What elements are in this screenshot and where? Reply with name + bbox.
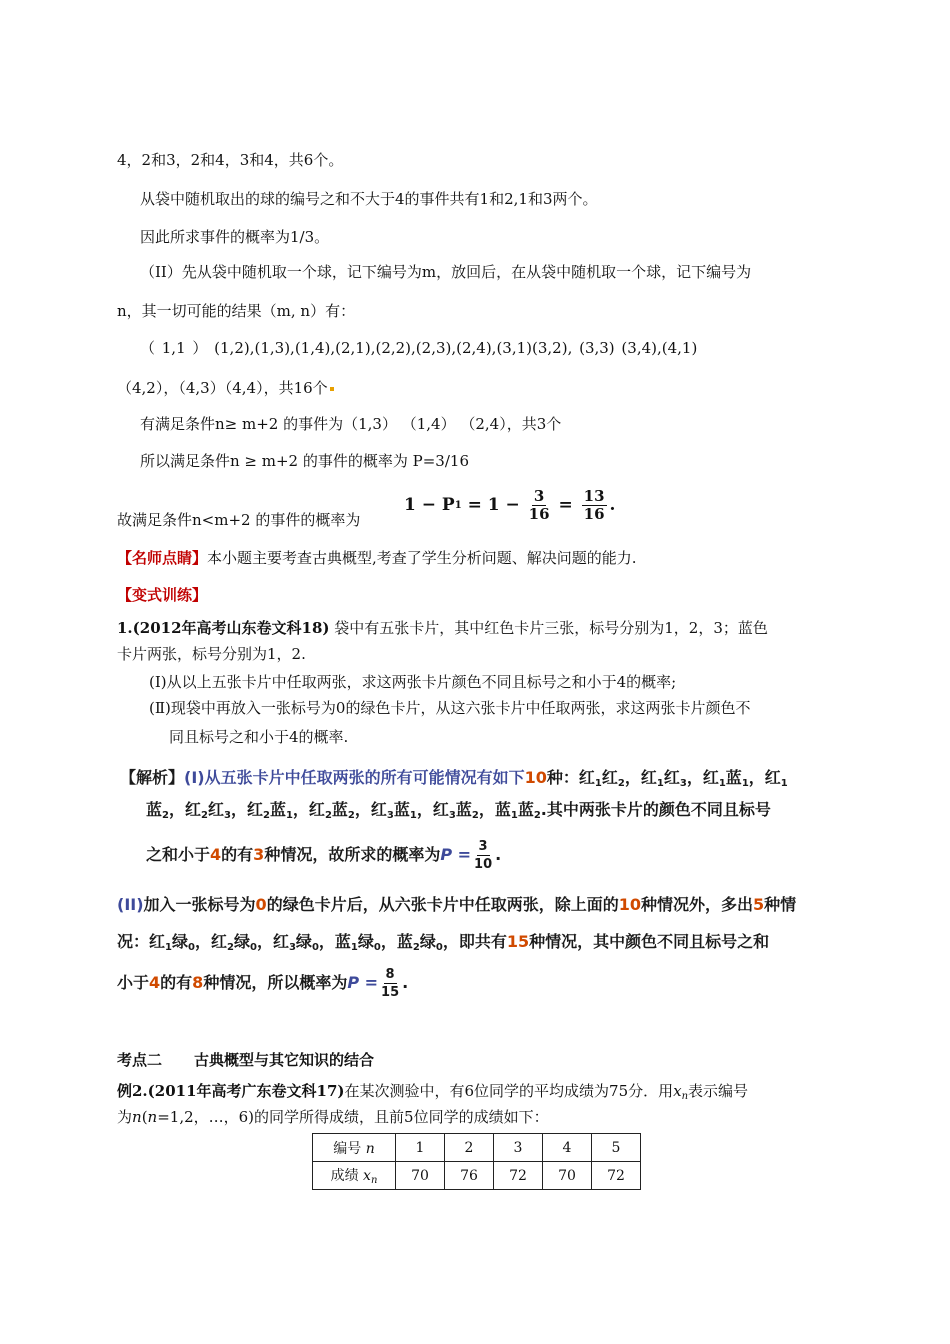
text-line: （4,2），（4,3）（4,4），共16个: [117, 378, 334, 398]
scores-table: [312, 1133, 641, 1190]
fraction: $\frac{3}{16}$: [528, 486, 550, 523]
text-line: 故满足条件n<m+2 的事件的概率为: [117, 511, 361, 529]
table-cell: 4: [543, 1134, 592, 1162]
table-cell: 70: [396, 1162, 445, 1190]
text-line: 同且标号之和小于4的概率.: [169, 728, 349, 746]
table-cell: 1: [396, 1134, 445, 1162]
fraction: $\frac{8}{15}$: [381, 966, 400, 1000]
table-cell: 5: [592, 1134, 641, 1162]
solution-line: (II)加入一张标号为0的绿色卡片后，从六张卡片中任取两张，除上面的10种情况外，多出5种情: [117, 895, 797, 914]
section-title: 考点二 古典概型与其它知识的结合: [117, 1051, 375, 1069]
solution-line: 况：红$_1$绿$_0$，红$_2$绿$_0$，红$_3$绿$_0$，蓝$_1$绿$_0$，蓝$_2$绿$_0$，即共有15种情况，其中颜色不同且标号之和: [117, 932, 770, 953]
table-row: [313, 1134, 641, 1162]
fraction: $\frac{3}{10}$: [474, 838, 493, 872]
question-2: (Ⅱ)现袋中再放入一张标号为0的绿色卡片，从这六张卡片中任取两张，求这两张卡片颜色不: [149, 699, 751, 717]
table-cell: 76: [445, 1162, 494, 1190]
text-line: 因此所求事件的概率为1/3。: [140, 228, 330, 246]
bullet-mark: [330, 387, 334, 391]
solution-line: 蓝$_2$，红$_2$红$_3$，红$_2$蓝$_1$，红$_2$蓝$_2$，红$_3$蓝$_1$，红$_3$蓝$_2$，蓝$_1$蓝$_2$.其中两张卡片的颜色不同且标号: [146, 800, 771, 821]
fraction: $\frac{13}{16}$: [583, 486, 605, 523]
text-line: 有满足条件n≥ m+2 的事件为（1,3） （1,4） （2,4），共3个: [140, 415, 562, 433]
question-1: (Ⅰ)从以上五张卡片中任取两张，求这两张卡片颜色不同且标号之和小于4的概率;: [149, 673, 677, 691]
problem-statement: 1.(2012年高考山东卷文科18) 袋中有五张卡片，其中红色卡片三张，标号分别为1，2，3；蓝色: [117, 619, 768, 637]
table-cell: 70: [543, 1162, 592, 1190]
teacher-note: 【名师点睛】本小题主要考查古典概型,考查了学生分析问题、解决问题的能力.: [117, 549, 637, 567]
table-cell: 72: [494, 1162, 543, 1190]
table-header-cell: 成绩 $x_n$: [313, 1162, 396, 1190]
text-line: 所以满足条件n ≥ m+2 的事件的概率为 P=3/16: [140, 452, 469, 470]
text-line: 卡片两张，标号分别为1，2.: [117, 645, 306, 663]
solution-line: 之和小于 4 的有 3 种情况，故所求的概率为 P = $\frac{3}{10}$ .: [146, 838, 502, 872]
text-line: （ 1,1 ） (1,2),(1,3),(1,4),(2,1),(2,2),(2,3),(2,4),(3,1)(3,2), (3,3) (3,4),(4,1): [140, 339, 698, 357]
solution-line: 【解析】(I)从五张卡片中任取两张的所有可能情况有如下10种：红$_1$红$_2$，红$_1$红$_3$，红$_1$蓝$_1$，红$_1$: [120, 768, 788, 789]
table-cell: 72: [592, 1162, 641, 1190]
text-line: 为n(n=1,2，…，6)的同学所得成绩，且前5位同学的成绩如下：: [117, 1108, 549, 1126]
table-row: [313, 1162, 641, 1190]
table-cell: 2: [445, 1134, 494, 1162]
text-line: n，其一切可能的结果（m, n）有：: [117, 302, 356, 320]
text-line: 4，2和3，2和4，3和4，共6个。: [117, 151, 344, 169]
text-line: 从袋中随机取出的球的编号之和不大于4的事件共有1和2,1和3两个。: [140, 190, 598, 208]
solution-line: 小于 4 的有 8 种情况，所以概率为 P = $\frac{8}{15}$ .: [117, 966, 409, 1000]
example-statement: 例2.(2011年高考广东卷文科17)在某次测验中，有6位同学的平均成绩为75分．用$x_n$表示编号: [117, 1082, 749, 1102]
section-heading: 【变式训练】: [117, 586, 208, 604]
table-cell: 3: [494, 1134, 543, 1162]
probability-formula: 1 − P 1 = 1 − $\frac{3}{16}$ = $\frac{13}{16}$ .: [404, 486, 616, 523]
table-header-cell: 编号 n: [313, 1134, 396, 1162]
text-line: （II）先从袋中随机取一个球，记下编号为m，放回后，在从袋中随机取一个球，记下编号为: [140, 263, 752, 281]
